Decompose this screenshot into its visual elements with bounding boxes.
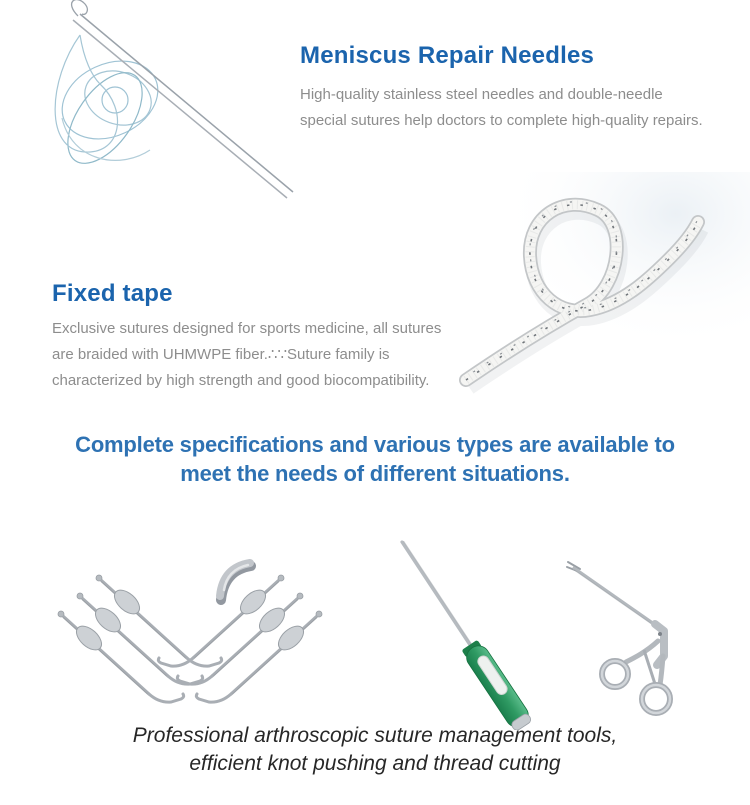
tools-caption — [0, 722, 750, 778]
knot-pusher-image — [372, 530, 567, 730]
meniscus-needles-description — [300, 82, 740, 134]
fixed-tape-image — [452, 172, 750, 404]
section-meniscus-needles — [300, 42, 740, 134]
punch-forceps-image — [560, 538, 745, 728]
curved-tip-piece — [220, 563, 251, 600]
section-fixed-tape — [52, 280, 472, 394]
banner-line: meet the needs of different situations. — [180, 461, 570, 486]
suture-hook-set-image — [25, 538, 355, 728]
fixed-tape-description — [52, 316, 472, 394]
description-line: Exclusive sutures designed for sports medicine, all sutures — [52, 320, 442, 337]
description-line: characterized by high strength and good biocompatibility. — [52, 372, 430, 389]
meniscus-needles-title: Meniscus Repair Needles — [300, 42, 595, 69]
needle-suture-image — [0, 0, 300, 210]
description-line: are braided with UHMWPE fiber.∴∵Suture family is — [52, 346, 390, 363]
banner-line: Complete specifications and various types are available to — [75, 432, 675, 457]
description-line: special sutures help doctors to complete high-quality repairs. — [300, 112, 703, 129]
caption-line: Professional arthroscopic suture management tools, — [132, 724, 618, 747]
specifications-banner — [0, 430, 750, 488]
fixed-tape-title: Fixed tape — [52, 280, 173, 307]
description-line: High-quality stainless steel needles and double-needle — [300, 86, 663, 103]
caption-line: efficient knot pushing and thread cutting — [189, 752, 561, 775]
